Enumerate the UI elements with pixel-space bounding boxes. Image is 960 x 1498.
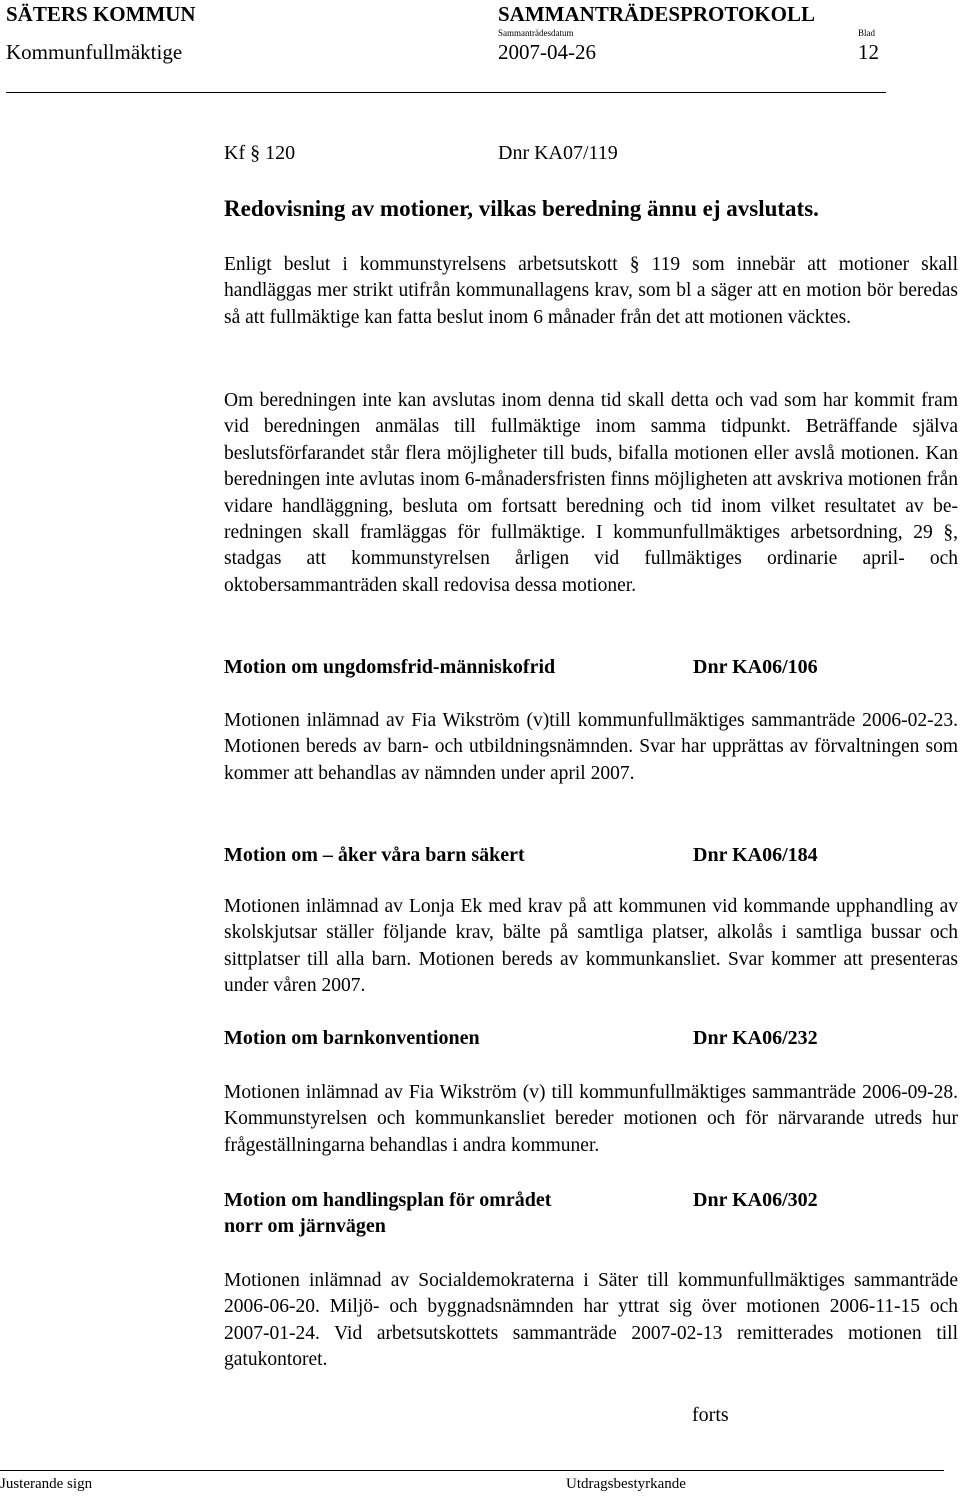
header-rule [6, 92, 886, 93]
motion-title: Motion om barnkonventionen [224, 1027, 480, 1049]
footer-extract-label: Utdragsbestyrkande [566, 1476, 686, 1492]
page-label: Blad [858, 28, 875, 38]
item-title: Redovisning av motioner, vilkas beredning ännu ej avslutats. [224, 196, 819, 221]
footer-sign-label: Justerande sign [0, 1476, 93, 1492]
document-type: SAMMANTRÄDESPROTOKOLL [498, 2, 815, 26]
item-number: Kf § 120 [224, 142, 296, 164]
motion-text: Motionen inlämnad av Fia Wikström (v)till kommunfullmäktiges sammanträde 2006-02-23. Motionen bereds av barn- och utbildningsnämnden. Svar har upprättas av förvaltningen som kommer att behandlas av nämnden under april 2007. [224, 710, 958, 784]
body-name: Kommunfullmäktige [6, 40, 183, 64]
motion-text: Motionen inlämnad av Socialdemokraterna i Säter till kommunfullmäktiges sammanträde 2006-06-20. Miljö- och byggnadsnämnden har yttrat sig över motionen 2006-11-15 och 2007-01-24. Vid arbetsutskottets sammanträde 2007-02-13 remitterades motionen till gatukontoret. [224, 1270, 958, 1371]
motion-dnr: Dnr KA06/184 [693, 844, 818, 866]
intro-paragraph-2: Om beredningen inte kan avslutas inom denna tid skall detta och vad som har kommit fram vid beredningen anmälas till fullmäktige inom samma tidpunkt. Beträffande själva beslutsförfarandet står flera möjligheter till buds, bifalla motionen eller avslå motionen. Kan beredningen inte avlutas inom 6-månadersfristen finns möjligheten att avskriva motionen från vidare handläggning, besluta om fortsatt beredning och tid inom vilket resultatet av beredningen skall framläggas för fullmäktige. I kommunfullmäktiges arbetsordning, 29 §, stadgas att kommunstyrelsen årligen vid fullmäktiges ordinarie april- och oktobersammanträden skall redovisa dessa motioner. [224, 390, 958, 596]
motion-title-line-2: norr om järnvägen [224, 1215, 386, 1237]
motion-title-line-1: Motion om handlingsplan för området [224, 1189, 552, 1211]
page-number: 12 [858, 40, 879, 64]
motion-title: Motion om – åker våra barn säkert [224, 844, 525, 866]
motion-dnr: Dnr KA06/302 [693, 1189, 818, 1211]
motion-dnr: Dnr KA06/232 [693, 1027, 818, 1049]
meeting-date: 2007-04-26 [498, 40, 596, 64]
motion-text: Motionen inlämnad av Fia Wikström (v) till kommunfullmäktiges sammanträde 2006-09-28. Kommunstyrelsen och kommunkansliet bereder motionen och för närvarande utreds hur frågeställningarna behandlas i andra kommuner. [224, 1082, 958, 1156]
motion-dnr: Dnr KA06/106 [693, 656, 818, 678]
continued-marker: forts [692, 1404, 729, 1426]
motion-text: Motionen inlämnad av Lonja Ek med krav på att kommunen vid kommande upphandling av skolskjutsar ställer följande krav, bälte på samtliga platser, alkolås i samtliga bussar och sittplatser till alla barn. Motionen bereds av kommunkansliet. Svar kommer att presenteras under våren 2007. [224, 896, 958, 997]
item-dnr: Dnr KA07/119 [498, 142, 618, 164]
date-label: Sammanträdesdatum [498, 28, 574, 38]
motion-title: Motion om ungdomsfrid-människofrid [224, 656, 556, 678]
org-name: SÄTERS KOMMUN [6, 2, 196, 26]
footer-rule [0, 1470, 944, 1471]
intro-paragraph-1: Enligt beslut i kommunstyrelsens arbetsutskott § 119 som innebär att motioner skall handläggas mer strikt utifrån kommunallagens krav, som bl a säger att en motion bör beredas så att fullmäktige kan fatta beslut inom 6 månader från det att motionen väcktes. [224, 254, 958, 328]
